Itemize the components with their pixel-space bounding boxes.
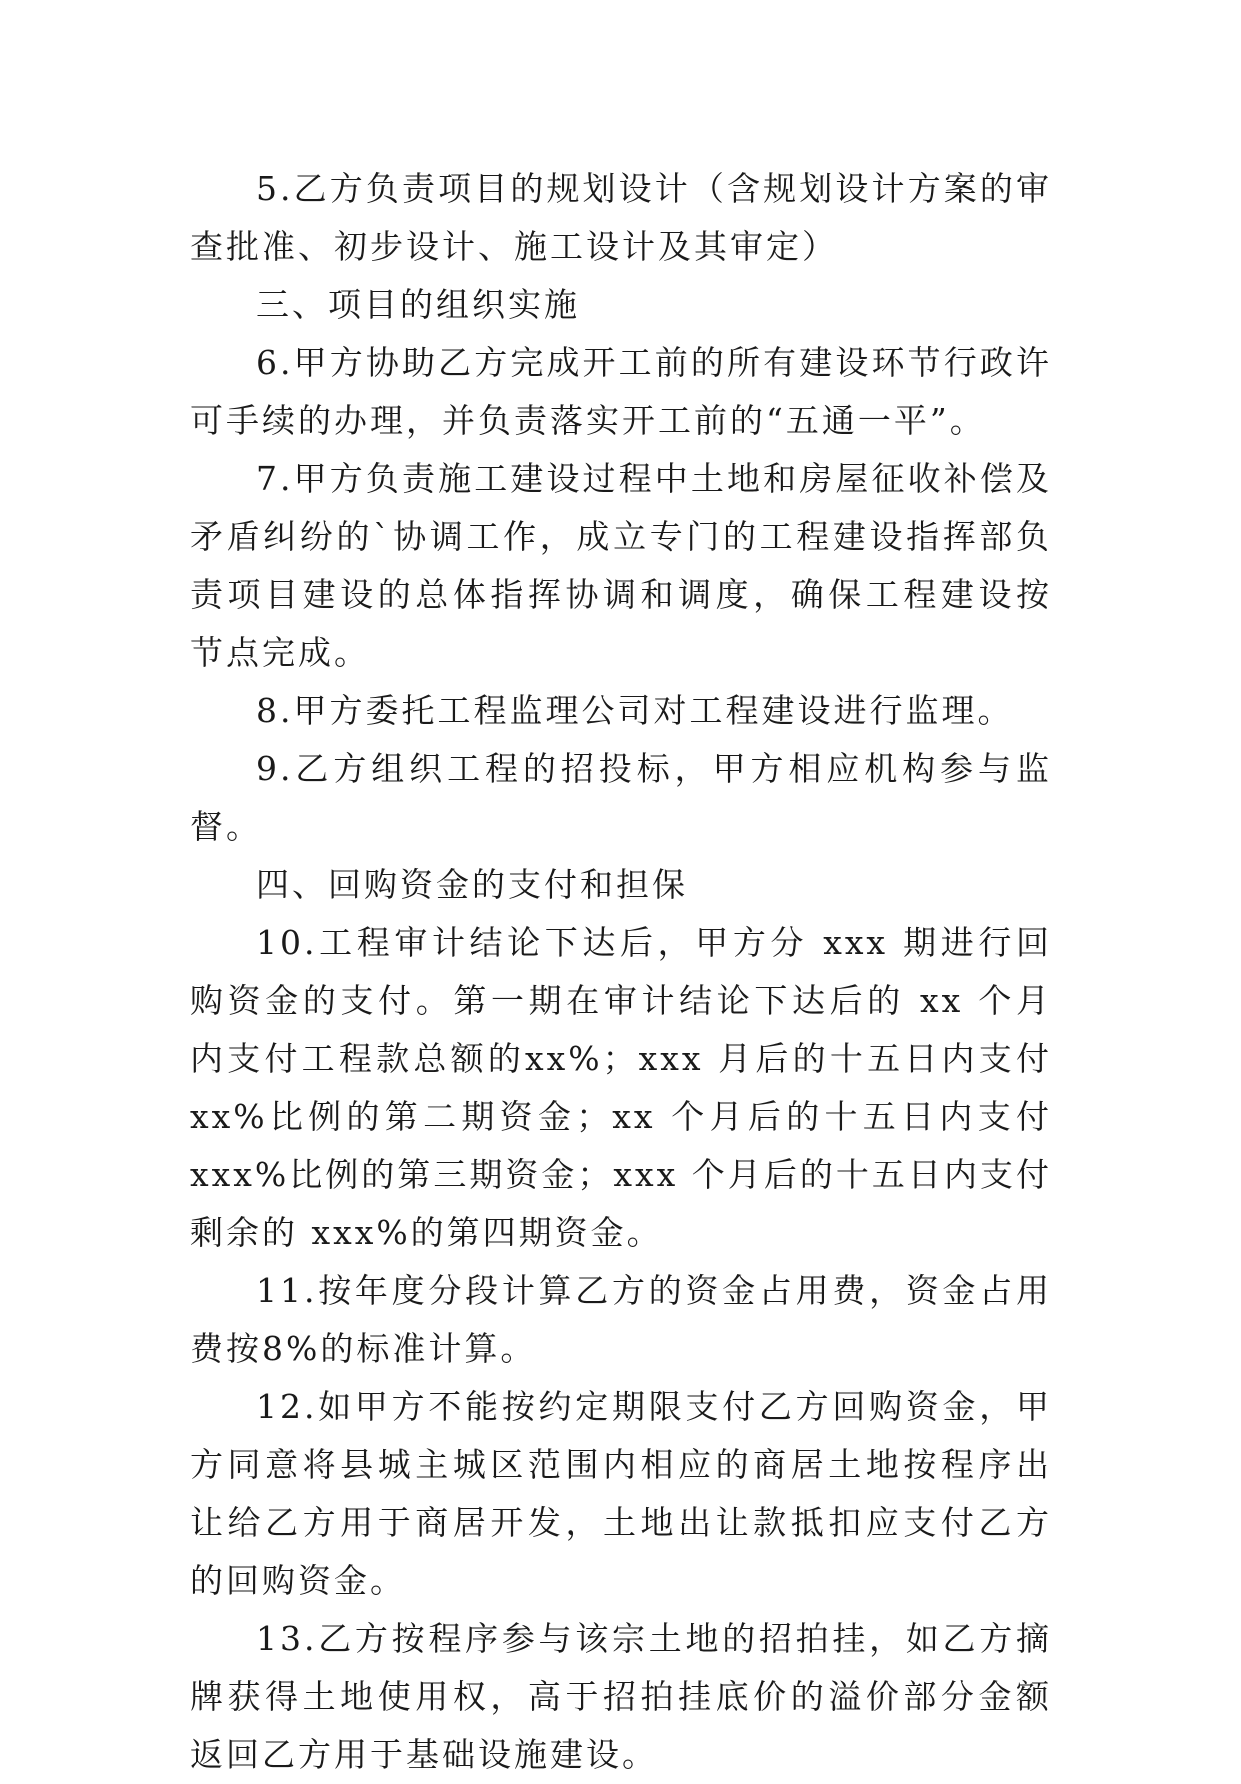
clause-11: 11.按年度分段计算乙方的资金占用费，资金占用费按8%的标准计算。 bbox=[190, 1271, 1052, 1368]
section-heading-3: 三、项目的组织实施 bbox=[256, 285, 580, 324]
clause-6: 6.甲方协助乙方完成开工前的所有建设环节行政许可手续的办理，并负责落实开工前的“五通一平”。 bbox=[190, 343, 1052, 440]
document-body bbox=[190, 160, 1052, 1784]
clause-9: 9.乙方组织工程的招投标，甲方相应机构参与监督。 bbox=[190, 749, 1052, 846]
clause-5: 5.乙方负责项目的规划设计（含规划设计方案的审查批准、初步设计、施工设计及其审定） bbox=[190, 169, 1052, 266]
section-heading-4: 四、回购资金的支付和担保 bbox=[256, 865, 688, 904]
clause-12: 12.如甲方不能按约定期限支付乙方回购资金，甲方同意将县城主城区范围内相应的商居土地按程序出让给乙方用于商居开发，土地出让款抵扣应支付乙方的回购资金。 bbox=[190, 1387, 1052, 1600]
clause-8: 8.甲方委托工程监理公司对工程建设进行监理。 bbox=[256, 691, 1014, 730]
clause-7: 7.甲方负责施工建设过程中土地和房屋征收补偿及矛盾纠纷的`协调工作，成立专门的工程建设指挥部负责项目建设的总体指挥协调和调度，确保工程建设按节点完成。 bbox=[190, 459, 1052, 672]
clause-13: 13.乙方按程序参与该宗土地的招拍挂，如乙方摘牌获得土地使用权，高于招拍挂底价的溢价部分金额返回乙方用于基础设施建设。 bbox=[190, 1619, 1052, 1774]
clause-10: 10.工程审计结论下达后，甲方分 xxx 期进行回购资金的支付。第一期在审计结论下达后的 xx 个月内支付工程款总额的xx%；xxx 月后的十五日内支付 xx%比例的第二期资金；xx 个月后的十五日内支付 xxx%比例的第三期资金；xxx 个月后的十五日内支付剩余的 xxx%的第四期资金。 bbox=[190, 923, 1052, 1252]
